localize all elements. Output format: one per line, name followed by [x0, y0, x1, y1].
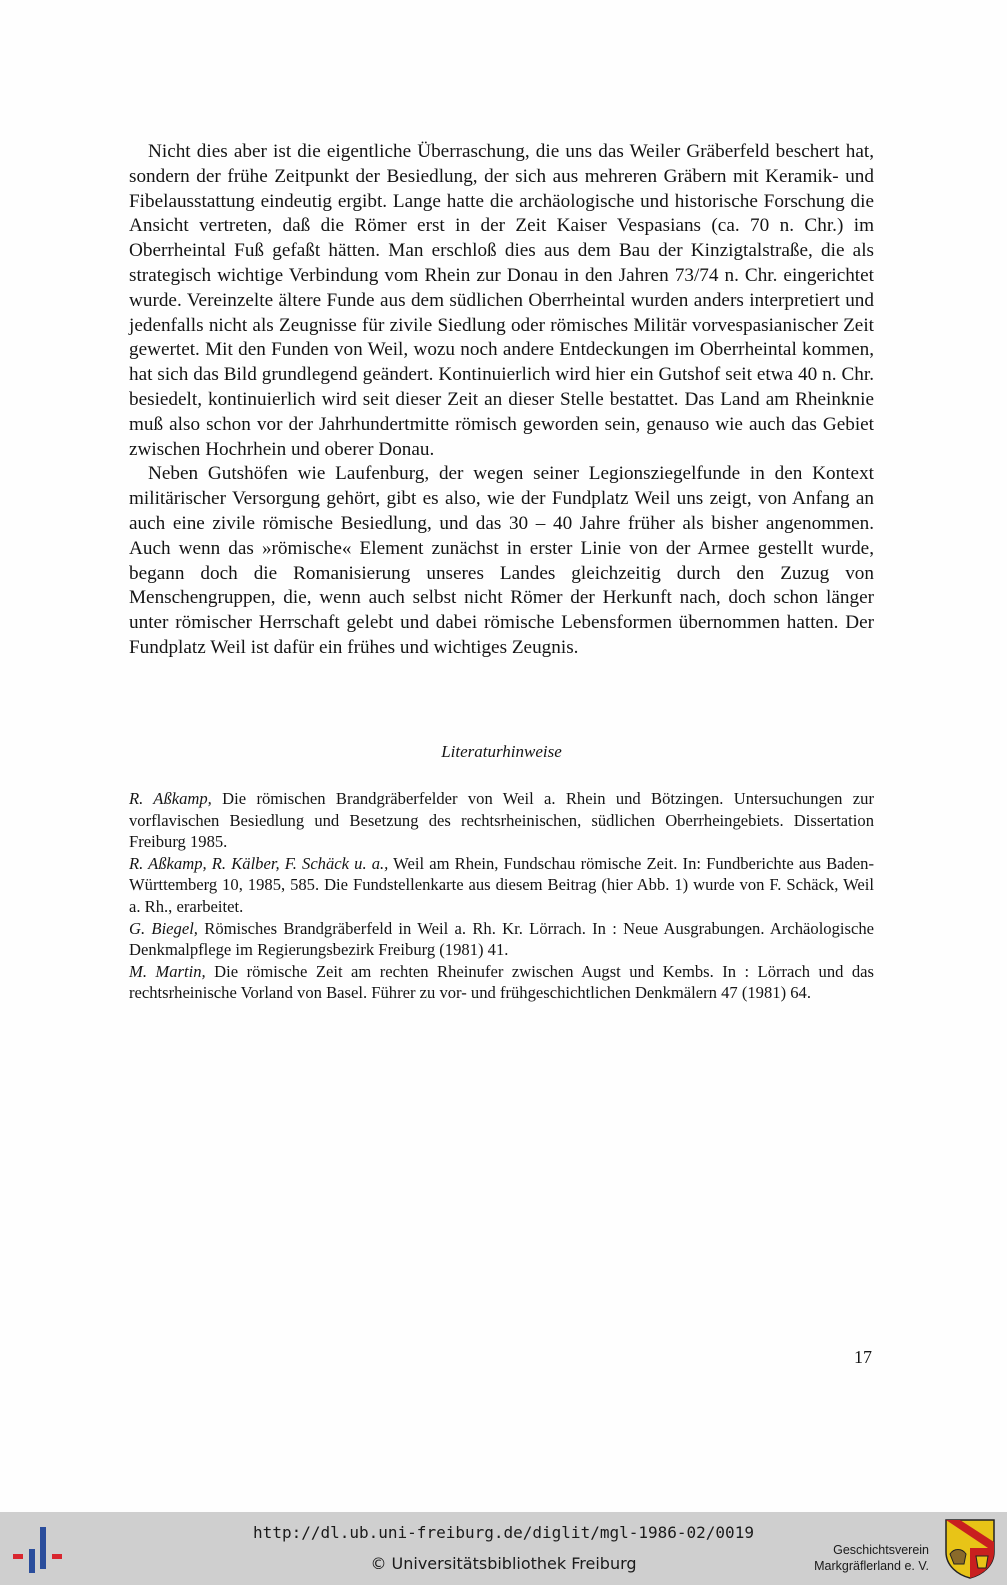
document-url-link[interactable]: http://dl.ub.uni-freiburg.de/diglit/mgl-1986-02/0019	[253, 1523, 754, 1542]
footer-bar	[0, 1512, 1007, 1585]
society-name-line: Markgräflerland e. V.	[814, 1559, 929, 1573]
reference-authors: G. Biegel,	[129, 918, 198, 938]
reference-authors: R. Aßkamp,	[129, 789, 212, 808]
reference-text: Weil am Rhein, Fundschau römische Zeit. In: Fundberichte aus Baden-Württemberg 10, 1985, 585. Die Fundstellenkarte aus diesem Beitrag (hier Abb. 1) wurde von F. Schäck, Weil a. Rh., erarbeitet.	[129, 853, 874, 916]
reference-item	[129, 961, 874, 1004]
literature-heading: Literaturhinweise	[441, 742, 562, 761]
page-number: 17	[854, 1347, 872, 1367]
reference-list	[129, 788, 874, 1004]
reference-text: Die römischen Brandgräberfelder von Weil a. Rhein und Bötzingen. Untersuchungen zur vorflavischen Besiedlung und Besetzung des rechtsrheinischen, südlichen Oberrheingebiets. Dissertation Freiburg 1985.	[129, 789, 874, 852]
copyright-text: © Universitätsbibliothek Freiburg	[370, 1554, 637, 1573]
reference-text: Römisches Brandgräberfeld in Weil a. Rh. Kr. Lörrach. In : Neue Ausgrabungen. Archäologische Denkmalpflege im Regierungsbezirk Freiburg (1981) 41.	[129, 918, 874, 960]
reference-item	[129, 853, 874, 918]
paragraph: Neben Gutshöfen wie Laufenburg, der wegen seiner Legionsziegelfunde in den Kontext militärischer Versorgung gehört, gibt es also, wie der Fundplatz Weil uns zeigt, von Anfang an auch eine zivile römische Besiedlung, und das 30 – 40 Jahre früher als bisher angenommen. Auch wenn das »römische« Element zunächst in erster Linie von der Armee gestellt wurde, begann doch die Romanisierung unseres Landes gleichzeitig durch den Zuzug von Menschengruppen, die, wenn auch selbst nicht Römer der Herkunft nach, doch schon länger unter römischer Herrschaft gelebt und dabei römische Lebensformen übernommen hatten. Der Fundplatz Weil ist dafür ein frühes und wichtiges Zeugnis.	[129, 463, 874, 658]
body-text	[129, 140, 874, 661]
reference-authors: R. Aßkamp, R. Kälber, F. Schäck u. a.,	[129, 853, 389, 873]
reference-item	[129, 918, 874, 961]
reference-item	[129, 788, 874, 853]
reference-text: Die römische Zeit am rechten Rheinufer zwischen Augst und Kembs. In : Lörrach und das rechtsrheinische Vorland von Basel. Führer zu vor- und frühgeschichtlichen Denkmälern 47 (1981) 64.	[129, 961, 874, 1003]
reference-authors: M. Martin,	[129, 961, 206, 981]
coat-of-arms-icon	[944, 1518, 996, 1580]
society-name	[814, 1542, 929, 1574]
paragraph: Nicht dies aber ist die eigentliche Überraschung, die uns das Weiler Gräberfeld beschert hat, sondern der frühe Zeitpunkt der Besiedlung, der sich aus mehreren Gräbern mit Keramik- und Fibelausstattung eindeutig ergibt. Lange hatte die archäologische und historische Forschung die Ansicht vertreten, daß die Römer erst in der Zeit Kaiser Vespasians (ca. 70 n. Chr.) im Oberrheintal Fuß gefaßt hätten. Man erschloß dies aus dem Bau der Kinzigtalstraße, die als strategisch wichtige Verbindung vom Rhein zur Donau in den Jahren 73/74 n. Chr. eingerichtet wurde. Vereinzelte ältere Funde aus dem südlichen Oberrheintal wurden anders interpretiert und jedenfalls nicht als Zeugnisse für zivile Siedlung oder römisches Militär vorvespasianischer Zeit gewertet. Mit den Funden von Weil, wozu noch andere Entdeckungen im Oberrheintal kommen, hat sich das Bild grundlegend geändert. Kontinuierlich wird hier ein Gutshof seit etwa 40 n. Chr. besiedelt, kontinuierlich wird seit dieser Zeit an dieser Stelle bestattet. Das Land am Rheinknie muß also schon vor der Jahrhundertmitte römisch geworden sein, genauso wie auch das Gebiet zwischen Hochrhein und oberer Donau.	[129, 141, 874, 460]
society-name-line: Geschichtsverein	[833, 1543, 929, 1557]
